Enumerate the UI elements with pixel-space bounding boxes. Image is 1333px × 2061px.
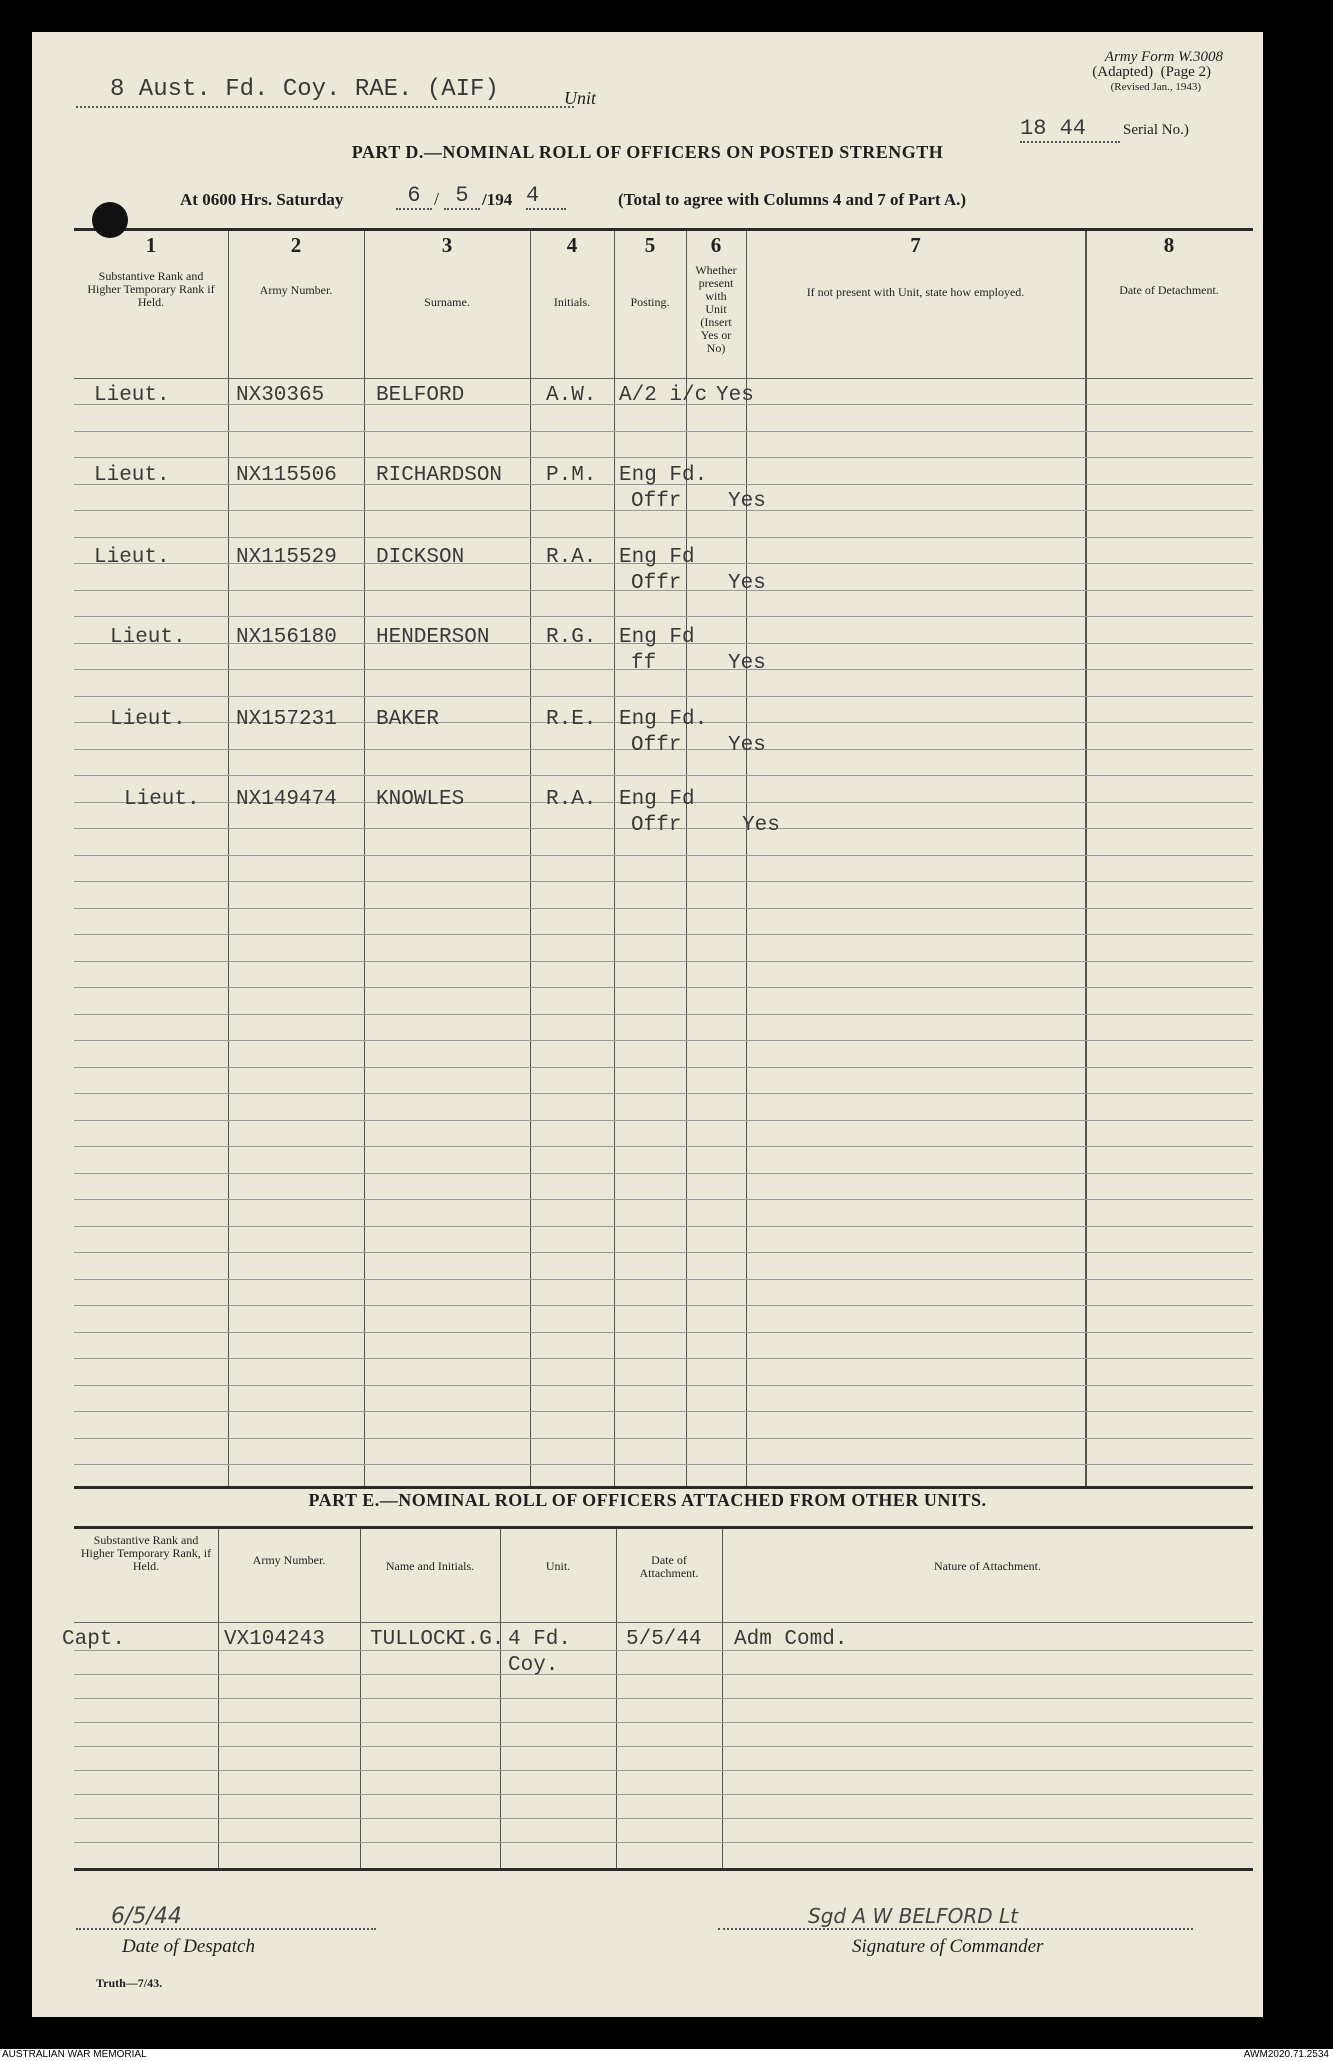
part-e-column-header: Date of Attachment. (639, 1553, 699, 1580)
part-d-ruled-line (74, 1411, 1253, 1412)
attached-rank: Capt. (62, 1628, 126, 1651)
part-d-time-label: At 0600 Hrs. Saturday (180, 190, 344, 209)
officer-posting-continued: Offr (631, 734, 682, 757)
part-d-column-header: Date of Detachment. (1119, 283, 1219, 297)
attached-date: 5/5/44 (626, 1628, 702, 1651)
part-e-header-rule (74, 1622, 1253, 1623)
form-page: (Page 2) (1160, 64, 1211, 80)
officer-initials: R.A. (546, 788, 597, 811)
part-d-ruled-line (74, 1279, 1253, 1280)
form-identifier (1092, 50, 1223, 95)
attached-unit-continued: Coy. (508, 1654, 559, 1677)
officer-present: Yes (742, 814, 780, 837)
part-e-table (62, 1526, 1253, 1871)
officer-rank: Lieut. (94, 546, 170, 569)
part-e-ruled-line (74, 1794, 1253, 1795)
part-d-column-number: 7 (910, 233, 921, 257)
part-d-column-number: 2 (290, 233, 302, 257)
part-d-header-rule (74, 378, 1253, 379)
part-d-day: 6 (396, 183, 432, 210)
part-d-table (74, 228, 1253, 1489)
officer-surname: BAKER (376, 708, 440, 731)
part-e-ruled-line (74, 1818, 1253, 1819)
officer-surname: DICKSON (376, 546, 465, 569)
officer-rank: Lieut. (124, 788, 200, 811)
part-d-column-divider (530, 231, 531, 1486)
officer-present: Yes (728, 734, 766, 757)
unit-label: Unit (564, 88, 597, 108)
officer-surname: KNOWLES (376, 788, 465, 811)
part-e-column-header: Substantive Rank and Higher Temporary Rank, if Held. (80, 1533, 212, 1573)
part-d-ruled-line (74, 669, 1253, 670)
officer-initials: P.M. (546, 464, 597, 487)
part-d-ruled-line (74, 696, 1253, 697)
part-d-column-header: Surname. (424, 295, 470, 309)
form-title: Army Form W.3008 (1104, 49, 1223, 65)
part-e-ruled-line (74, 1842, 1253, 1843)
form-adapted: (Adapted) (1092, 64, 1154, 80)
part-e-ruled-line (74, 1698, 1253, 1699)
serial-label: Serial No.) (1123, 122, 1189, 138)
officer-posting: Eng Fd (619, 546, 695, 569)
officer-present: Yes (716, 384, 754, 407)
attached-army-number: VX104243 (224, 1628, 325, 1651)
form-sheet: Army Form W.3008 (Adapted) (Page 2) (Revised Jan., 1943) 18 44 Serial No.) 8 Aust. Fd. Coy. RAE. (AIF) Unit PART D.—NOMINAL ROLL OF OFFICERS ON POSTED STRENGTH At 0600 Hrs. Saturday 6 / 5 /194 4 (Total to agree with Columns 4 and 7 of Part A.) 1 2 3 4 5 6 7 8 Substantive Rank and Higher Temporary Rank if Held. Army Number. Surname. Initials. Posting. Whether present with Unit (Insert Yes or No) If not present with Unit, state how employed. Date of Detachment. Lieut. NX30365 BELFORD A.W. A/2 i/c Yes Lieut. NX115506 RICHARDSON P.M. Eng Fd. Offr Yes Lieut. NX115529 DICKSON R.A. Eng Fd Offr Yes Lieut. NX156180 HENDERSON R.G. Eng Fd ff Yes Lieut. NX157231 BAKER R.E. Eng Fd. Offr Yes Lieut. NX149474 KNOWLES R.A. Eng Fd Offr Yes PART E.—NOMINAL ROLL OF OFFICERS ATTACHED FROM OTHER UNITS. Substantive Rank and Higher Temporary Rank, if Held. Army Number. Name and Initials. Unit. Date of Attachment. Nature of Attachment. Capt. VX104243 TULLOCK I.G. 4 Fd. Coy. 5/5/44 Adm Comd. 6/5/44 Date of Despatch Sgd A W BELFORD Lt Signature of Commander Truth—7/43. (32, 32, 1263, 2017)
officer-army-number: NX157231 (236, 708, 337, 731)
archive-caption-right: AWM2020.71.2534 (1243, 2049, 1329, 2060)
part-d-ruled-line (74, 457, 1253, 458)
archive-caption-bar (0, 2049, 1333, 2061)
officer-posting-continued: Offr (631, 814, 682, 837)
officer-posting-continued: Offr (631, 490, 682, 513)
officer-posting: Eng Fd. (619, 464, 708, 487)
attached-nature: Adm Comd. (734, 1628, 848, 1651)
serial-value: 18 44 (1020, 116, 1120, 143)
part-d-column-number: 6 (710, 233, 722, 257)
attached-initials: I.G. (454, 1628, 505, 1651)
part-d-ruled-line (74, 1464, 1253, 1465)
signature-value: Sgd A W BELFORD Lt (718, 1904, 1193, 1930)
officer-posting: A/2 i/c (619, 384, 708, 407)
part-d-ruled-line (74, 1093, 1253, 1094)
part-d-column-divider (228, 231, 229, 1486)
punch-hole (92, 202, 128, 238)
part-d-column-divider (364, 231, 365, 1486)
officer-posting: Eng Fd. (619, 708, 708, 731)
part-d-column-number: 3 (441, 233, 453, 257)
part-d-ruled-line (74, 1067, 1253, 1068)
officer-posting: Eng Fd (619, 626, 695, 649)
part-d-ruled-line (74, 961, 1253, 962)
printer-imprint: Truth—7/43. (96, 1976, 163, 1990)
part-d-column-header: Army Number. (259, 283, 333, 297)
part-d-column-divider (614, 231, 615, 1486)
part-d-ruled-line (74, 1120, 1253, 1121)
part-e-column-header: Army Number. (252, 1553, 326, 1567)
officer-initials: R.E. (546, 708, 597, 731)
part-d-column-header: Whether present with Unit (Insert Yes or No) (695, 263, 737, 355)
officer-initials: R.G. (546, 626, 597, 649)
part-d-ruled-line (74, 1438, 1253, 1439)
part-e-ruled-line (74, 1770, 1253, 1771)
officer-present: Yes (728, 652, 766, 675)
officer-present: Yes (728, 490, 766, 513)
part-d-year-prefix: 194 (486, 190, 513, 209)
officer-rank: Lieut. (94, 464, 170, 487)
officer-surname: HENDERSON (376, 626, 490, 649)
officer-army-number: NX115506 (236, 464, 337, 487)
part-e-ruled-line (74, 1746, 1253, 1747)
part-d-total-note: (Total to agree with Columns 4 and 7 of Part A.) (618, 190, 967, 209)
part-d-ruled-line (74, 1358, 1253, 1359)
part-d-ruled-line (74, 1385, 1253, 1386)
form-revised: (Revised Jan., 1943) (1110, 81, 1201, 93)
part-d-ruled-line (74, 987, 1253, 988)
part-d-year-suffix: 4 (526, 183, 566, 210)
officer-rank: Lieut. (110, 626, 186, 649)
part-d-column-divider (686, 231, 687, 1486)
part-d-ruled-line (74, 908, 1253, 909)
officer-rank: Lieut. (94, 384, 170, 407)
signature-label: Signature of Commander (852, 1936, 1044, 1957)
part-d-ruled-line (74, 1173, 1253, 1174)
part-d-ruled-line (74, 934, 1253, 935)
unit-value: 8 Aust. Fd. Coy. RAE. (AIF) (76, 76, 574, 108)
part-d-column-number: 8 (1163, 233, 1175, 257)
officer-rank: Lieut. (110, 708, 186, 731)
part-d-ruled-line (74, 1014, 1253, 1015)
part-d-ruled-line (74, 1226, 1253, 1227)
officer-posting-continued: Offr (631, 572, 682, 595)
attached-unit: 4 Fd. (508, 1628, 572, 1651)
officer-initials: A.W. (546, 384, 597, 407)
part-d-column-number: 1 (145, 233, 157, 257)
part-e-title: PART E.—NOMINAL ROLL OF OFFICERS ATTACHED FROM OTHER UNITS. (308, 1490, 987, 1510)
officer-posting: Eng Fd (619, 788, 695, 811)
part-d-ruled-line (74, 1199, 1253, 1200)
part-e-ruled-line (74, 1674, 1253, 1675)
part-d-ruled-line (74, 1305, 1253, 1306)
part-d-title: PART D.—NOMINAL ROLL OF OFFICERS ON POSTED STRENGTH (351, 142, 944, 162)
part-d-column-header: Substantive Rank and Higher Temporary Rank if Held. (87, 269, 215, 309)
part-e-column-header: Unit. (545, 1559, 571, 1573)
part-e-column-header: Nature of Attachment. (934, 1559, 1041, 1573)
officer-present: Yes (728, 572, 766, 595)
part-d-ruled-line (74, 881, 1253, 882)
part-d-column-header: Initials. (553, 295, 591, 309)
officer-surname: BELFORD (376, 384, 465, 407)
part-d-column-divider (746, 231, 747, 1486)
part-d-ruled-line (74, 1332, 1253, 1333)
part-d-ruled-line (74, 537, 1253, 538)
officer-army-number: NX115529 (236, 546, 337, 569)
part-d-column-divider (1085, 231, 1087, 1486)
officer-army-number: NX156180 (236, 626, 337, 649)
part-d-month: 5 (444, 183, 480, 210)
part-d-ruled-line (74, 855, 1253, 856)
part-d-ruled-line (74, 1146, 1253, 1147)
officer-initials: R.A. (546, 546, 597, 569)
part-d-column-header: Posting. (630, 295, 670, 309)
officer-posting-continued: ff (631, 652, 657, 675)
part-d-ruled-line (74, 431, 1253, 432)
attached-name: TULLOCK (370, 1628, 459, 1651)
part-d-column-number: 5 (644, 233, 656, 257)
despatch-date-value: 6/5/44 (76, 1904, 376, 1930)
officer-army-number: NX30365 (236, 384, 325, 407)
part-d-ruled-line (74, 616, 1253, 617)
part-d-column-number: 4 (566, 233, 578, 257)
part-d-ruled-line (74, 775, 1253, 776)
despatch-date-label: Date of Despatch (122, 1936, 255, 1957)
archive-caption-left: AUSTRALIAN WAR MEMORIAL (2, 2049, 147, 2060)
part-e-column-header: Name and Initials. (385, 1559, 475, 1573)
officer-surname: RICHARDSON (376, 464, 503, 487)
officer-army-number: NX149474 (236, 788, 337, 811)
part-d-ruled-line (74, 1252, 1253, 1253)
part-e-ruled-line (74, 1722, 1253, 1723)
serial-number (1020, 114, 1225, 142)
part-d-column-header: If not present with Unit, state how employed. (806, 285, 1025, 299)
part-d-ruled-line (74, 1040, 1253, 1041)
